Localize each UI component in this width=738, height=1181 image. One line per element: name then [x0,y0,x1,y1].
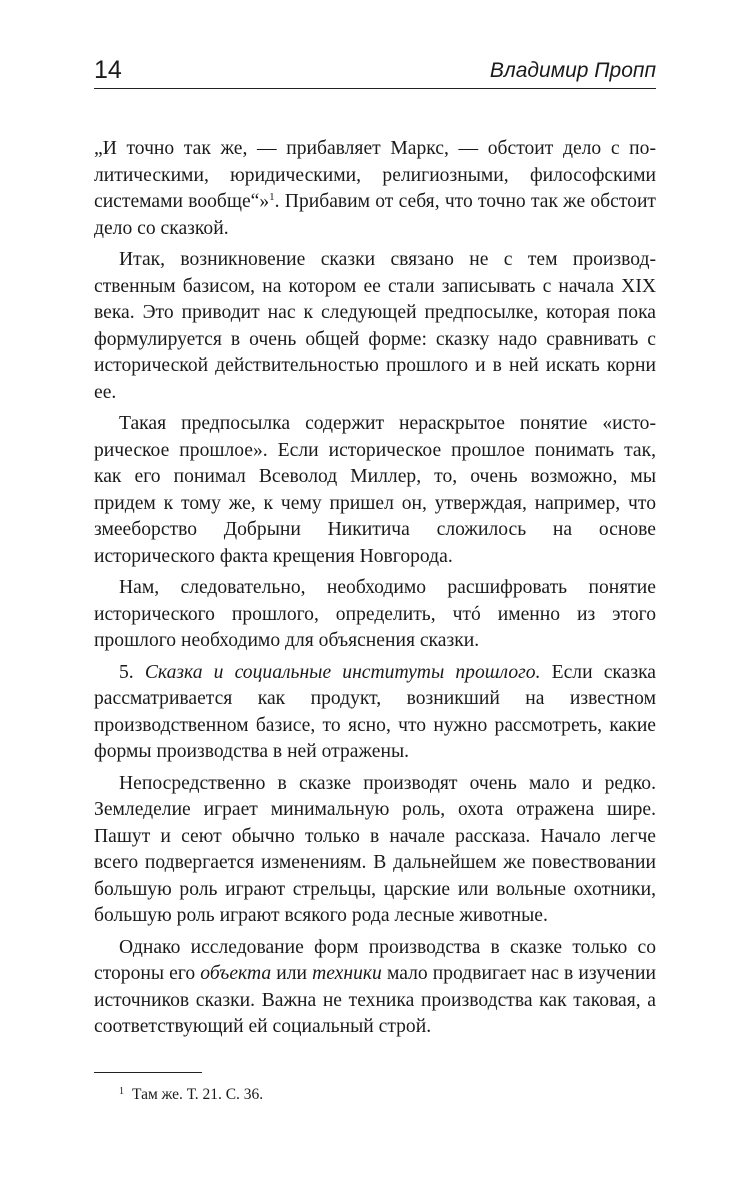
paragraph-3: Такая предпосылка содержит нераскрытое понятие «историческое прошлое». Если историческое прошлое понимать так, как его понимал Всеволод Миллер, то, очень возможно, мы придем к тому же, к чему пришел он, утверждая, например, что змееборство Добрыни Никитича сложилось на основе исторического факта крещения Новгорода. [94,413,656,567]
footnote-marker: 1 [119,1085,124,1097]
emphasis-object: объекта [200,963,272,984]
section-number: 5. [119,661,145,683]
paragraph-1-text: „И точно так же, — прибавляет Маркс, — обстоит дело с политическими, юридическими, религиозными, философскими системами вообще“» [94,138,656,212]
paragraph-7-text: Однако исследование форм производства в сказке только со стороны его [94,936,656,984]
paragraph-2: Итак, возникновение сказки связано не с тем производственным базисом, на котором ее стали записывать с начала XIX века. Это приводит нас к следующей предпосылке, которая пока формулируется в очень общей форме: сказку надо сравнивать с исторической действительностью прошлого и в ней искать корни ее. [94,249,656,403]
section-heading: Сказка и социальные институты прошлого. [144,661,541,683]
emphasis-technique: техники [312,963,382,984]
paragraph-1 [94,136,656,242]
running-title: Владимир Пропп [489,59,656,82]
paragraph-4: Нам, следовательно, необходимо расшифровать понятие исторического прошлого, определить, чтó именно из этого прошлого необходимо для объяснения сказки. [94,577,656,651]
paragraph-7-text-mid: или [271,963,313,984]
paragraph-5 [94,660,656,766]
paragraph-5-text: Если сказка рассматривается как продукт, возникший на известном производственном базисе, то ясно, что нужно рассмотреть, какие формы производства в ней отражены. [94,661,656,762]
footnote-reference[interactable]: 1 [269,191,275,203]
book-page [94,52,656,1105]
paragraph-7-text-end: мало продвигает нас в изучении источников сказки. Важна не техника производства как таковая, а соответствующий ей социальный строй. [94,963,656,1037]
footnote [94,1085,656,1105]
paragraph-6: Непосредственно в сказке производят очень мало и редко. Земледелие играет минимальную роль, охота отражена шире. Пашут и сеют обычно только в начале рассказа. Начало легче всего подвергается изменениям. В дальнейшем же повествовании большую роль играют стрельцы, царские или вольные охотники, большую роль играют всякого рода лесные животные. [94,772,656,926]
footnote-divider [94,1072,202,1073]
page-number: 14 [94,56,122,84]
body-text [94,136,656,1041]
paragraph-1-text-cont: . Прибавим от себя, что точно так же обстоит дело со сказкой. [94,191,656,239]
running-header [94,52,656,89]
footnote-text: Там же. Т. 21. С. 36. [132,1085,264,1103]
paragraph-7 [94,935,656,1041]
